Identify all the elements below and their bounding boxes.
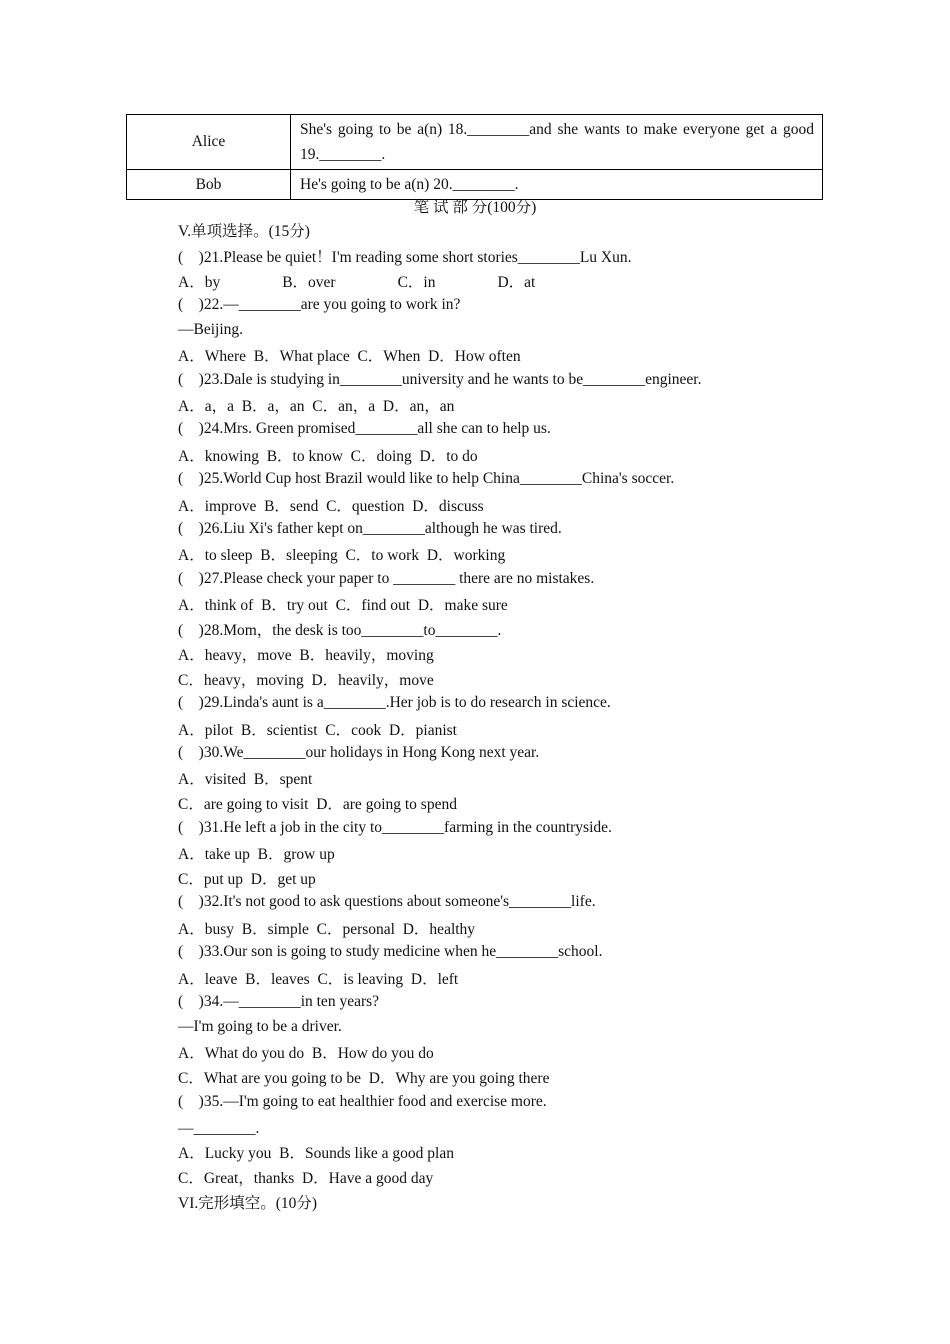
question-line: ( )26.Liu Xi's father kept on________although he was tired.	[178, 520, 562, 537]
section-heading: 笔 试 部 分(100分)	[413, 199, 537, 216]
table-cell-name: Bob	[127, 170, 291, 200]
question-line: ( )29.Linda's aunt is a________.Her job is to do research in science.	[178, 694, 611, 711]
options-line: A．Lucky you B．Sounds like a good plan	[178, 1145, 454, 1162]
question-line: —I'm going to be a driver.	[178, 1018, 342, 1035]
question-line: ( )22.—________are you going to work in?	[178, 296, 461, 313]
options-line: A．take up B．grow up	[178, 846, 335, 863]
question-line: ( )25.World Cup host Brazil would like to help China________China's soccer.	[178, 470, 675, 487]
answer-table	[126, 114, 823, 200]
question-line: ( )27.Please check your paper to ________ there are no mistakes.	[178, 570, 595, 587]
question-line: ( )31.He left a job in the city to________farming in the countryside.	[178, 819, 612, 836]
table-row	[127, 170, 823, 200]
options-line: A．knowing B．to know C．doing D．to do	[178, 448, 478, 465]
options-line: A．leave B．leaves C．is leaving D．left	[178, 971, 459, 988]
options-line: A．busy B．simple C．personal D．healthy	[178, 921, 476, 938]
options-line: A．a，a B．a，an C．an，a D．an，an	[178, 398, 455, 415]
question-line: —________.	[178, 1120, 260, 1137]
question-line: ( )24.Mrs. Green promised________all she can to help us.	[178, 420, 551, 437]
options-line: A．by B．over C．in D．at	[178, 274, 536, 291]
table-cell-text: He's going to be a(n) 20.________.	[291, 170, 823, 200]
question-line: ( )33.Our son is going to study medicine when he________school.	[178, 943, 603, 960]
table-cell-name: Alice	[127, 115, 291, 170]
question-line: ( )34.—________in ten years?	[178, 993, 380, 1010]
question-line: ( )32.It's not good to ask questions about someone's________life.	[178, 893, 596, 910]
options-line: A．Where B．What place C．When D．How often	[178, 348, 521, 365]
options-line: C．are going to visit D．are going to spend	[178, 796, 457, 813]
section-title: V.单项选择。(15分)	[178, 223, 310, 240]
question-line: ( )28.Mom，the desk is too________to________.	[178, 622, 502, 639]
options-line: A．visited B．spent	[178, 771, 313, 788]
options-line: A．to sleep B．sleeping C．to work D．working	[178, 547, 506, 564]
options-line: C．heavy，moving D．heavily，move	[178, 672, 434, 689]
question-line: —Beijing.	[178, 321, 244, 338]
question-line: ( )23.Dale is studying in________university and he wants to be________engineer.	[178, 371, 702, 388]
options-line: A．think of B．try out C．find out D．make sure	[178, 597, 508, 614]
options-line: A．What do you do B．How do you do	[178, 1045, 434, 1062]
options-line: C．What are you going to be D．Why are you going there	[178, 1070, 550, 1087]
table-cell-text: She's going to be a(n) 18.________and she wants to make everyone get a good 19.________.	[291, 115, 823, 170]
question-line: ( )21.Please be quiet！I'm reading some short stories________Lu Xun.	[178, 249, 632, 266]
options-line: A．heavy，move B．heavily，moving	[178, 647, 434, 664]
options-line: C．put up D．get up	[178, 871, 316, 888]
options-line: C．Great，thanks D．Have a good day	[178, 1170, 434, 1187]
options-line: A．improve B．send C．question D．discuss	[178, 498, 484, 515]
table-row	[127, 115, 823, 170]
question-line: ( )30.We________our holidays in Hong Kong next year.	[178, 744, 540, 761]
options-line: A．pilot B．scientist C．cook D．pianist	[178, 722, 457, 739]
section-title: VI.完形填空。(10分)	[178, 1195, 318, 1212]
question-line: ( )35.—I'm going to eat healthier food and exercise more.	[178, 1093, 547, 1110]
